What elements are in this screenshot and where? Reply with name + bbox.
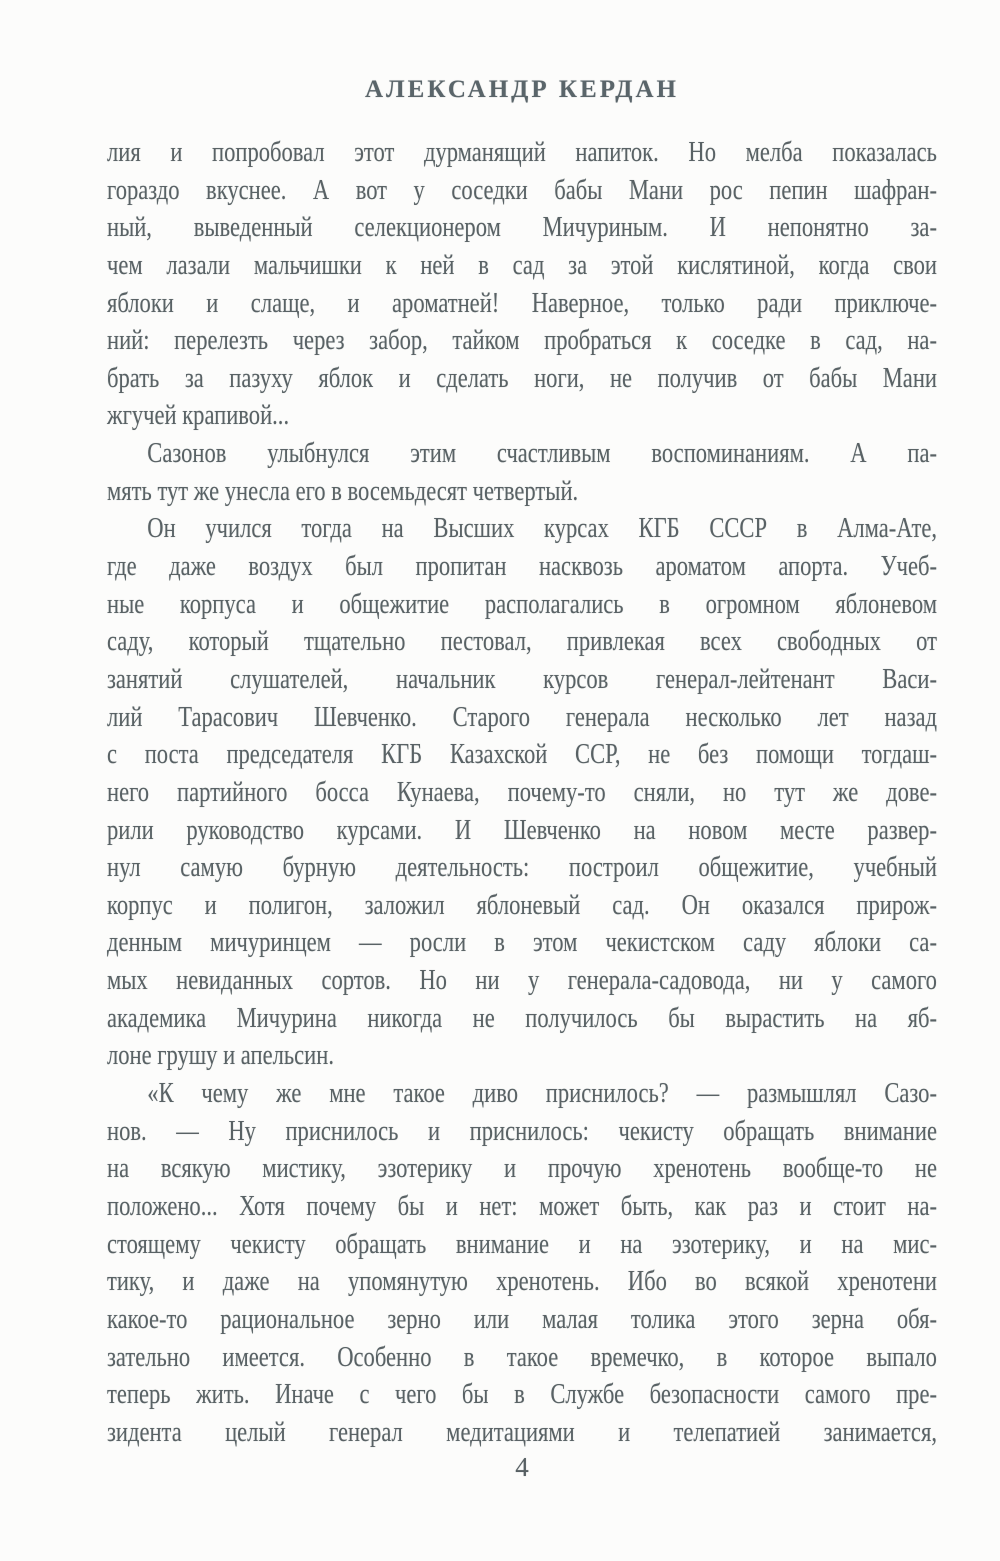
- text-line: тику, и даже на упомянутую хренотень. Ибо во всякой хренотени: [107, 1266, 937, 1298]
- text-line: «К чему же мне такое диво приснилось? — размышлял Сазо-: [147, 1078, 937, 1110]
- body-text: [107, 134, 937, 1451]
- text-line: лий Тарасович Шевченко. Старого генерала несколько лет назад: [107, 701, 937, 733]
- text-line: ний: перелезть через забор, тайком пробраться к соседке в сад, на-: [107, 325, 937, 357]
- text-line: гораздо вкуснее. А вот у соседки бабы Мани рос пепин шафран-: [107, 174, 937, 206]
- running-header-author: АЛЕКСАНДР КЕРДАН: [365, 76, 679, 103]
- text-line: мых невиданных сортов. Но ни у генерала-садовода, ни у самого: [107, 965, 937, 997]
- text-line: него партийного босса Кунаева, почему-то сняли, но тут же дове-: [107, 776, 937, 808]
- text-line: нул самую бурную деятельность: построил общежитие, учебный: [107, 852, 937, 884]
- text-line: лоне грушу и апельсин.: [107, 1040, 334, 1072]
- text-line: чем лазали мальчишки к ней в сад за этой кислятиной, когда свои: [107, 249, 937, 281]
- text-line: занятий слушателей, начальник курсов генерал-лейтенант Васи-: [107, 663, 937, 695]
- text-line: стоящему чекисту обращать внимание и на эзотерику, и на мис-: [107, 1228, 937, 1260]
- text-line: мять тут же унесла его в восемьдесят четвертый.: [107, 475, 579, 507]
- text-line: нов. — Ну приснилось и приснилось: чекисту обращать внимание: [107, 1115, 937, 1147]
- text-line: лия и попробовал этот дурманящий напиток. Но мелба показалась: [107, 137, 937, 168]
- text-line: саду, который тщательно пестовал, привлекая всех свободных от: [107, 626, 937, 658]
- text-line: теперь жить. Иначе с чего бы в Службе безопасности самого пре-: [107, 1379, 937, 1411]
- text-line: яблоки и слаще, и ароматней! Наверное, только ради приключе-: [107, 287, 937, 319]
- text-line: Сазонов улыбнулся этим счастливым воспоминаниям. А па-: [147, 438, 937, 470]
- text-line: зательно имеется. Особенно в такое времечко, в которое выпало: [107, 1341, 937, 1373]
- text-line: ные корпуса и общежитие располагались в огромном яблоневом: [107, 588, 937, 620]
- text-line: корпус и полигон, заложил яблоневый сад. Он оказался прирож-: [107, 889, 937, 921]
- text-line: жгучей крапивой...: [107, 400, 290, 432]
- text-line: положено... Хотя почему бы и нет: может быть, как раз и стоит на-: [107, 1190, 937, 1222]
- text-line: ный, выведенный селекционером Мичуриным. И непонятно за-: [107, 212, 937, 244]
- text-line: академика Мичурина никогда не получилось бы вырастить на яб-: [107, 1002, 937, 1034]
- text-line: где даже воздух был пропитан насквозь ароматом апорта. Учеб-: [107, 551, 937, 583]
- text-line: какое-то рациональное зерно или малая толика этого зерна обя-: [107, 1303, 937, 1335]
- text-line: с поста председателя КГБ Казахской ССР, не без помощи тогдаш-: [107, 739, 937, 771]
- text-line: Он учился тогда на Высших курсах КГБ СССР в Алма-Ате,: [147, 513, 937, 545]
- text-line: на всякую мистику, эзотерику и прочую хренотень вообще-то не: [107, 1153, 937, 1185]
- page-number: 4: [515, 1452, 529, 1482]
- text-line: рили руководство курсами. И Шевченко на новом месте развер-: [107, 814, 937, 846]
- text-line: брать за пазуху яблок и сделать ноги, не получив от бабы Мани: [107, 362, 937, 394]
- text-line: денным мичуринцем — росли в этом чекистском саду яблоки са-: [107, 927, 937, 959]
- text-line: зидента целый генерал медитациями и телепатией занимается,: [107, 1416, 937, 1448]
